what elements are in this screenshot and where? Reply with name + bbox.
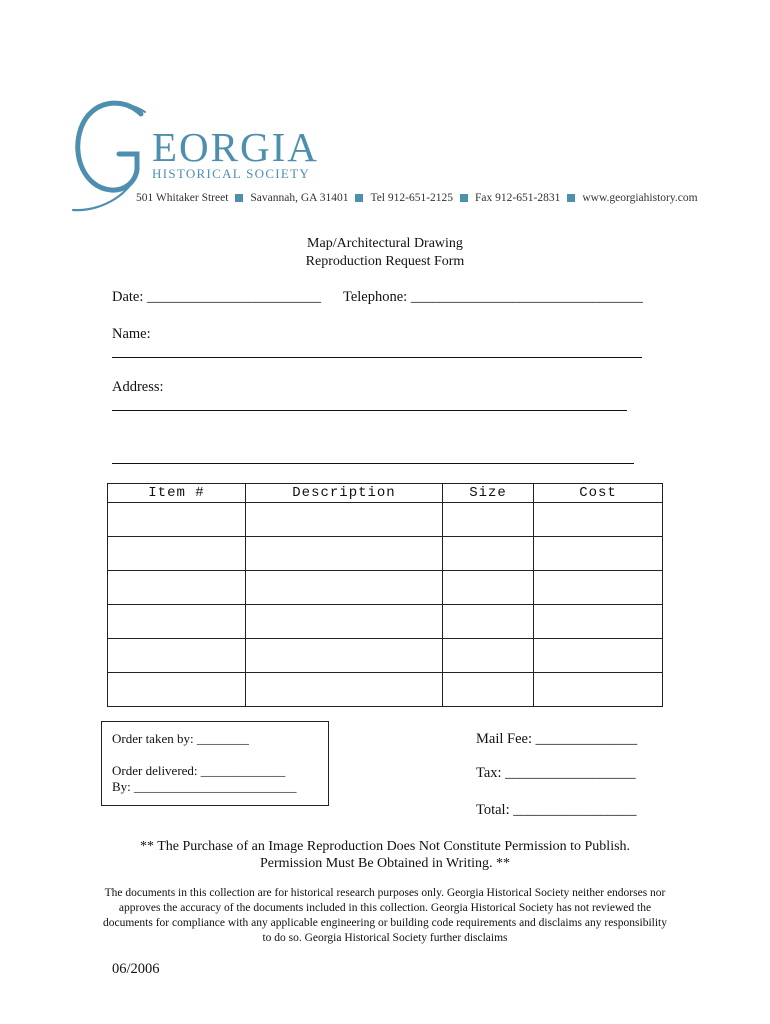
date-field[interactable]: Date: ________________________: [112, 289, 322, 305]
contact-city: Savannah, GA 31401: [250, 192, 349, 204]
address-input-line-1[interactable]: [112, 410, 627, 411]
description-cell[interactable]: [246, 605, 443, 639]
mail-fee-field[interactable]: Mail Fee: ______________: [476, 731, 638, 747]
size-cell[interactable]: [443, 503, 534, 537]
separator-square-icon: [235, 194, 243, 202]
total-field[interactable]: Total: _________________: [476, 802, 637, 818]
name-input-line[interactable]: [112, 357, 642, 358]
name-label: Name:: [112, 326, 151, 342]
table-row: [108, 503, 663, 537]
address-input-line-2[interactable]: [112, 463, 634, 464]
logo-subtitle: HISTORICAL SOCIETY: [152, 166, 311, 181]
contact-address: 501 Whitaker Street: [136, 192, 229, 204]
description-cell[interactable]: [246, 673, 443, 707]
form-revision-date: 06/2006: [112, 961, 160, 977]
form-title-line1: Map/Architectural Drawing: [307, 236, 463, 251]
items-table: [107, 483, 663, 707]
header-size: Size: [443, 484, 534, 503]
item-number-cell[interactable]: [108, 639, 246, 673]
cost-cell[interactable]: [534, 639, 663, 673]
cost-cell[interactable]: [534, 537, 663, 571]
tax-field[interactable]: Tax: __________________: [476, 765, 636, 781]
separator-square-icon: [567, 194, 575, 202]
order-delivered-field[interactable]: Order delivered: _____________: [112, 763, 286, 778]
disclaimer-text: The documents in this collection are for historical research purposes only. Georgia Historical Society neither endorses nor approves the accuracy of the documents included in this collection. Georgia Historical Society has not reviewed the documents for compliance with any applicable engineering or building code requirements and disclaims any responsibility to do so. Georgia Historical Society further disclaims: [103, 887, 667, 944]
contact-fax: Fax 912-651-2831: [475, 192, 561, 204]
item-number-cell[interactable]: [108, 537, 246, 571]
cost-cell[interactable]: [534, 503, 663, 537]
size-cell[interactable]: [443, 537, 534, 571]
table-row: [108, 537, 663, 571]
cost-cell[interactable]: [534, 673, 663, 707]
address-label: Address:: [112, 379, 164, 395]
separator-square-icon: [355, 194, 363, 202]
telephone-field[interactable]: Telephone: ________________________________: [343, 289, 643, 305]
item-number-cell[interactable]: [108, 605, 246, 639]
header-cost: Cost: [534, 484, 663, 503]
table-header-row: [108, 484, 663, 503]
item-number-cell[interactable]: [108, 503, 246, 537]
cost-cell[interactable]: [534, 571, 663, 605]
contact-website: www.georgiahistory.com: [582, 192, 698, 204]
description-cell[interactable]: [246, 537, 443, 571]
size-cell[interactable]: [443, 639, 534, 673]
table-row: [108, 673, 663, 707]
permission-notice-line1: ** The Purchase of an Image Reproduction Does Not Constitute Permission to Publish.: [139, 839, 631, 854]
item-number-cell[interactable]: [108, 673, 246, 707]
table-row: [108, 571, 663, 605]
header-item-number: Item #: [108, 484, 246, 503]
delivered-by-field[interactable]: By: _________________________: [112, 779, 297, 794]
permission-notice-line2: Permission Must Be Obtained in Writing. **: [259, 856, 510, 871]
table-row: [108, 605, 663, 639]
contact-telephone: Tel 912-651-2125: [370, 192, 454, 204]
description-cell[interactable]: [246, 571, 443, 605]
contact-line: [136, 192, 698, 204]
separator-square-icon: [460, 194, 468, 202]
size-cell[interactable]: [443, 673, 534, 707]
item-number-cell[interactable]: [108, 571, 246, 605]
size-cell[interactable]: [443, 571, 534, 605]
order-taken-field[interactable]: Order taken by: ________: [112, 731, 249, 746]
description-cell[interactable]: [246, 639, 443, 673]
header-description: Description: [246, 484, 443, 503]
table-row: [108, 639, 663, 673]
description-cell[interactable]: [246, 503, 443, 537]
form-title-line2: Reproduction Request Form: [305, 254, 465, 269]
logo-wordmark: EORGIA: [152, 124, 319, 170]
cost-cell[interactable]: [534, 605, 663, 639]
size-cell[interactable]: [443, 605, 534, 639]
